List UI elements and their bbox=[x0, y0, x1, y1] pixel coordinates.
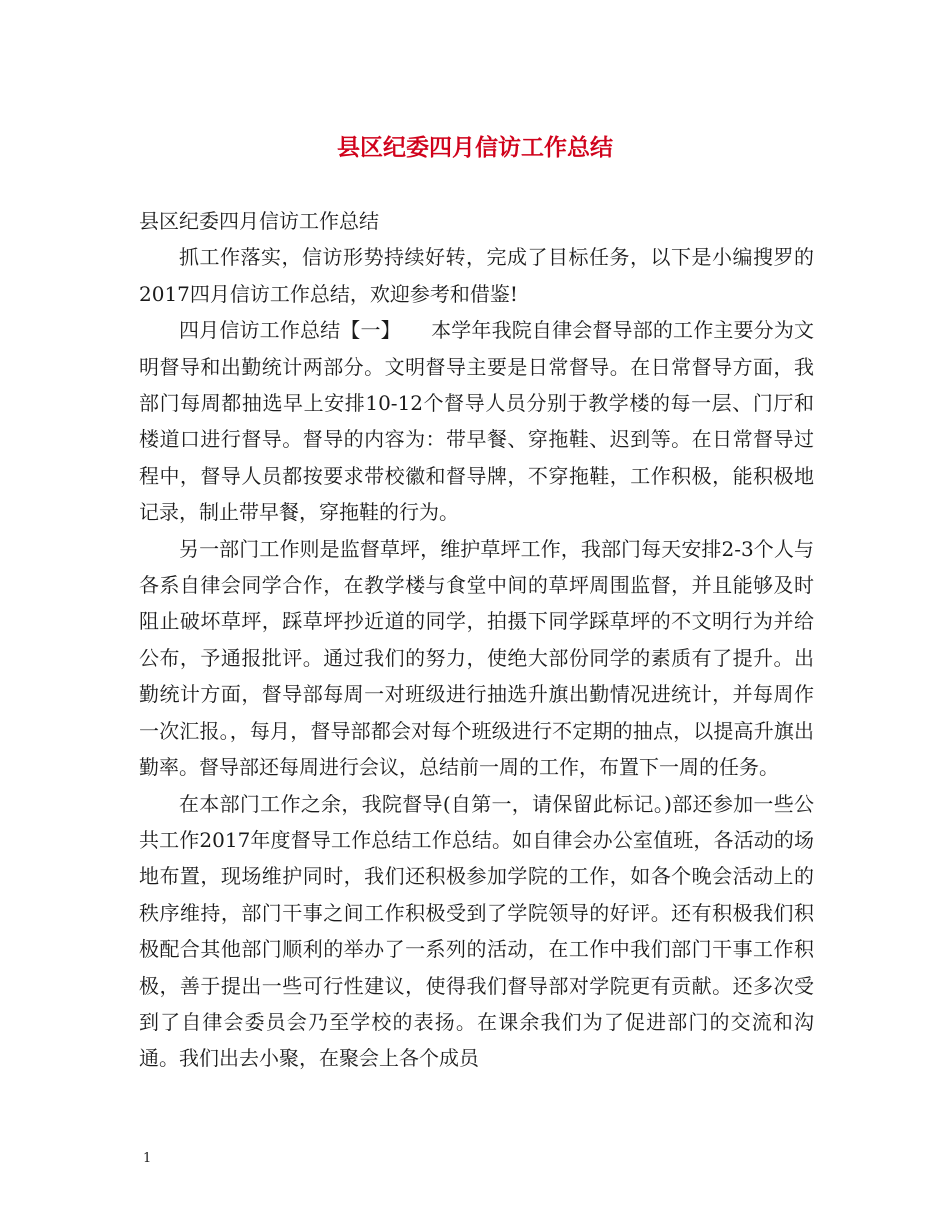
document-title: 县区纪委四月信访工作总结 bbox=[337, 135, 613, 161]
page-number: 1 bbox=[143, 1151, 152, 1166]
document-body bbox=[139, 203, 814, 1077]
subtitle-paragraph: 县区纪委四月信访工作总结 bbox=[139, 209, 379, 233]
intro-paragraph: 抓工作落实，信访形势持续好转，完成了目标任务，以下是小编搜罗的2017四月信访工作总结，欢迎参考和借鉴! bbox=[139, 245, 814, 306]
body-paragraph: 另一部门工作则是监督草坪，维护草坪工作，我部门每天安排2-3个人与各系自律会同学合作，在教学楼与食堂中间的草坪周围监督，并且能够及时阻止破坏草坪，踩草坪抄近道的同学，拍摄下同学踩草坪的不文明行为并给公布，予通报批评。通过我们的努力，使绝大部份同学的素质有了提升。出勤统计方面，督导部每周一对班级进行抽选升旗出勤情况进统计，并每周作一次汇报。，每月，督导部都会对每个班级进行不定期的抽点，以提高升旗出勤率。督导部还每周进行会议，总结前一周的工作，布置下一周的任务。 bbox=[139, 536, 814, 780]
body-paragraph: 在本部门工作之余，我院督导(自第一，请保留此标记。)部还参加一些公共工作2017年度督导工作总结工作总结。如自律会办公室值班，各活动的场地布置，现场维护同时，我们还积极参加学院的工作，如各个晚会活动上的秩序维持，部门干事之间工作积极受到了学院领导的好评。还有积极我们积极配合其他部门顺利的举办了一系列的活动，在工作中我们部门干事工作积极，善于提出一些可行性建议，使得我们督导部对学院更有贡献。还多次受到了自律会委员会乃至学校的表扬。在课余我们为了促进部门的交流和沟通。我们出去小聚，在聚会上各个成员 bbox=[139, 791, 814, 1071]
body-paragraph: 四月信访工作总结【一】 本学年我院自律会督导部的工作主要分为文明督导和出勤统计两部分。文明督导主要是日常督导。在日常督导方面，我部门每周都抽选早上安排10-12个督导人员分别于教学楼的每一层、门厅和楼道口进行督导。督导的内容为：带早餐、穿拖鞋、迟到等。在日常督导过程中，督导人员都按要求带校徽和督导牌，不穿拖鞋，工作积极，能积极地记录，制止带早餐，穿拖鞋的行为。 bbox=[139, 318, 814, 525]
